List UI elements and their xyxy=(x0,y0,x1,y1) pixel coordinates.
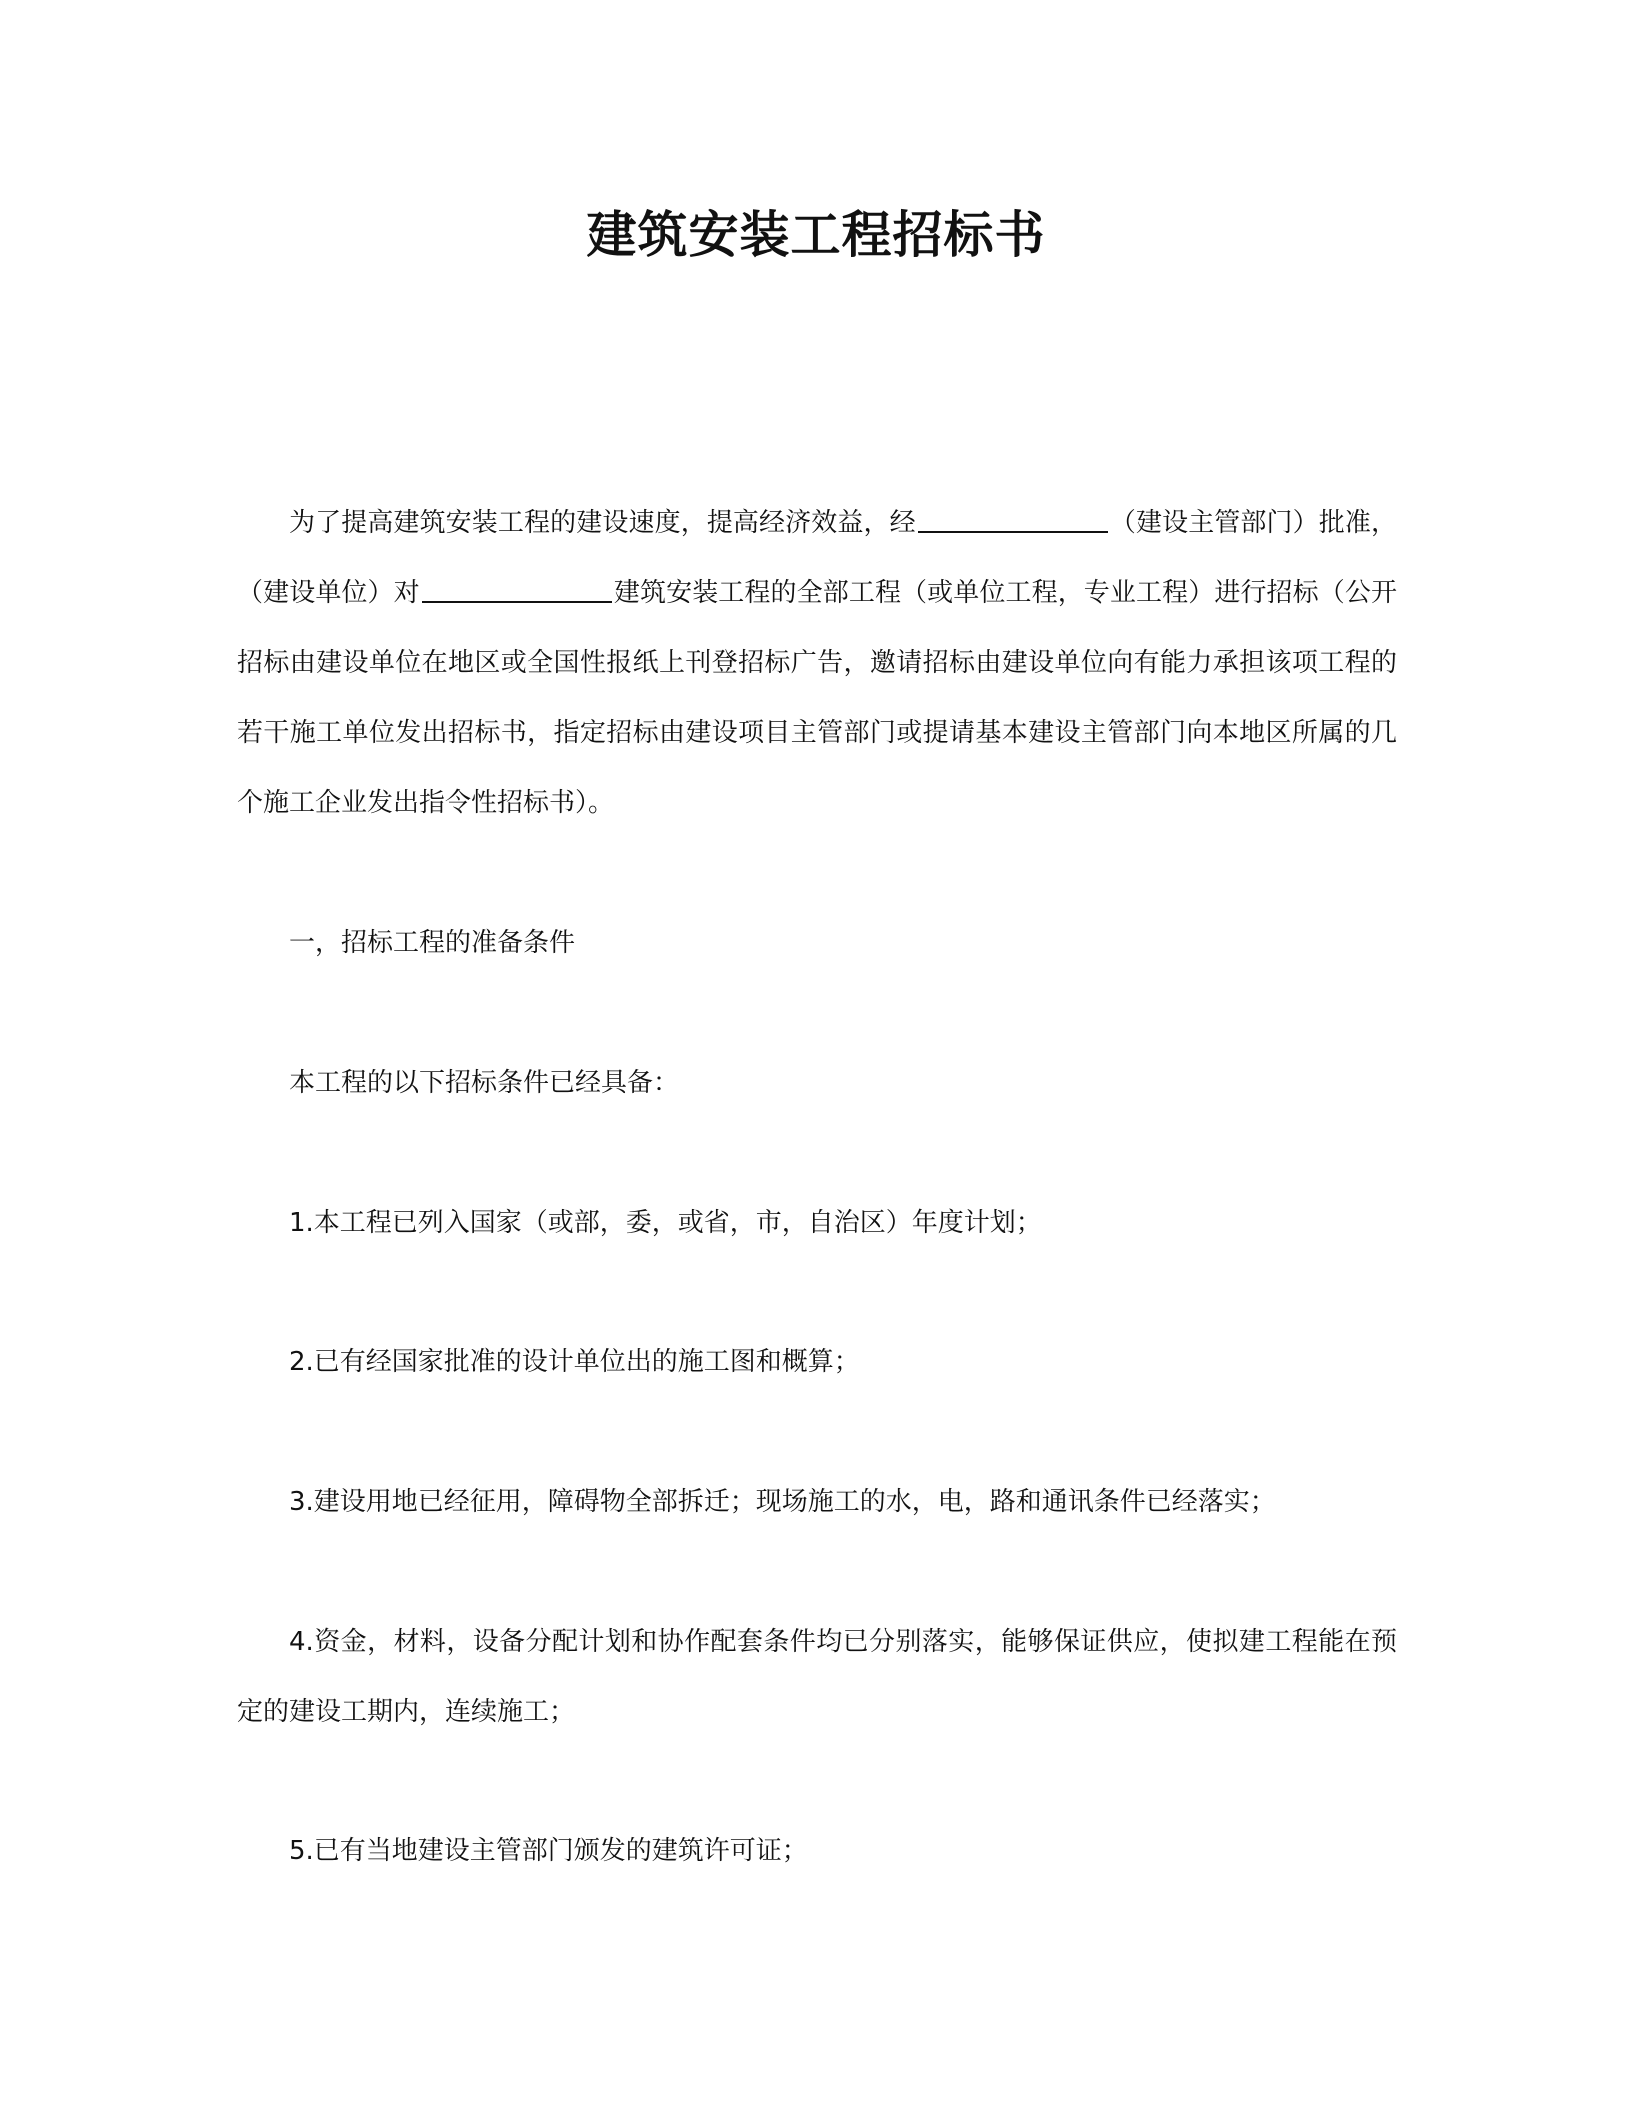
conditions-intro-block xyxy=(237,1048,1397,1118)
condition-item: 4.资金，材料，设备分配计划和协作配套条件均已分别落实，能够保证供应，使拟建工程能在预定的建设工期内，连续施工； xyxy=(237,1627,1397,1727)
blank-line-authority xyxy=(918,507,1108,533)
intro-paragraph xyxy=(237,488,1397,838)
condition-item-3-block xyxy=(237,1467,1397,1537)
blank-line-project xyxy=(422,577,612,603)
conditions-intro: 本工程的以下招标条件已经具备： xyxy=(289,1068,680,1098)
condition-item: 3.建设用地已经征用，障碍物全部拆迁；现场施工的水，电，路和通讯条件已经落实； xyxy=(289,1487,1276,1517)
condition-item-5-block xyxy=(237,1816,1397,1886)
section-heading-block xyxy=(237,908,1397,978)
condition-item-4-block xyxy=(237,1607,1397,1747)
condition-item-1-block xyxy=(237,1188,1397,1258)
intro-text-part1: 为了提高建筑安装工程的建设速度，提高经济效益，经 xyxy=(289,508,916,538)
condition-item-2-block xyxy=(237,1327,1397,1397)
document-title: 建筑安装工程招标书 xyxy=(586,206,1046,264)
section-heading: 一，招标工程的准备条件 xyxy=(289,928,576,958)
intro-text-part3: 建筑安装工程的全部工程（或单位工程，专业工程）进行招标（公开招标由建设单位在地区或全国性报纸上刊登招标广告，邀请招标由建设单位向有能力承担该项工程的若干施工单位发出招标书，指定招标由建设项目主管部门或提请基本建设主管部门向本地区所属的几个施工企业发出指令性招标书）。 xyxy=(237,578,1397,818)
condition-item: 1.本工程已列入国家（或部，委，或省，市，自治区）年度计划； xyxy=(289,1208,1042,1238)
condition-item: 5.已有当地建设主管部门颁发的建筑许可证； xyxy=(289,1836,808,1866)
intro-text-part2: （建设主管部门）批准，（建设单位）对 xyxy=(237,508,1397,608)
condition-item: 2.已有经国家批准的设计单位出的施工图和概算； xyxy=(289,1347,860,1377)
